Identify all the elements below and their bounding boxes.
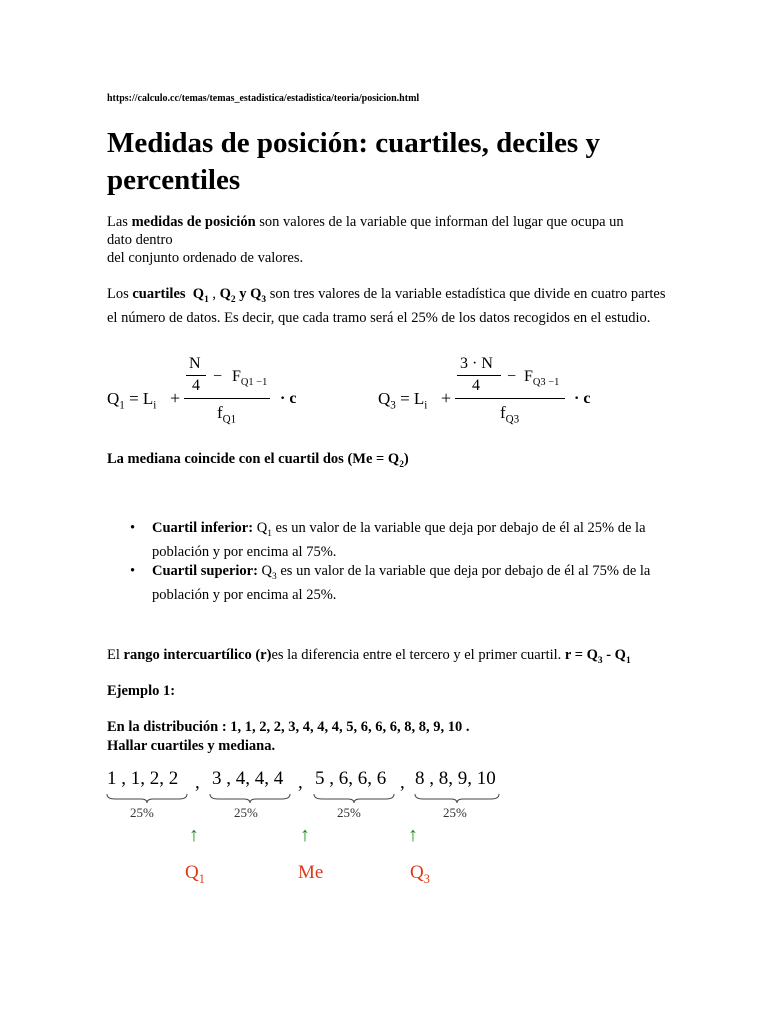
intro-pre: Las: [107, 214, 132, 230]
label-q1: $Q_1$: [185, 862, 205, 886]
bullet-cuartil-superior: • Cuartil superior: $Q_3$ es un valor de la variable que deja por debajo de él al 75% de la población y por encima al 25%.: [130, 562, 670, 604]
formula-q1-main-line: [184, 398, 270, 399]
arrow-up-icon: ↑: [300, 824, 310, 846]
percent-3: 25%: [337, 805, 361, 820]
intro-line2: dato dentro: [107, 232, 173, 248]
intro-line3: del conjunto ordenado de valores.: [107, 250, 304, 266]
separator-3: ,: [400, 772, 405, 793]
formula-q3-num-top: 3 · N: [460, 355, 493, 372]
mediana-statement: La mediana coincide con el cuartil dos $(Me = Q_2)$: [107, 451, 409, 470]
formula-q1-plus: +: [170, 388, 181, 408]
ejemplo-heading: Ejemplo 1:: [107, 683, 176, 699]
cuartiles-paragraph: Los cuartiles $Q_1$ , $Q_2$ y $Q_3$ son tres valores de la variable estadística que divide en cuatro partes el número de datos. Es decir, que cada tramo será el 25% de los datos recogidos en el estudio.: [107, 286, 666, 326]
formula-q1-lhs: $Q_1 = L_i$: [107, 389, 157, 412]
formula-q3-times: · c: [574, 390, 591, 407]
formula-q3-lhs: $Q_3 = L_i$: [378, 389, 428, 412]
group-4: 8 , 8, 9, 10: [415, 768, 496, 789]
brace-1: [105, 792, 189, 804]
percent-1: 25%: [130, 805, 154, 820]
brace-4: [413, 792, 501, 804]
group-2: 3 , 4, 4, 4: [212, 768, 284, 789]
q1-symbol: $Q_1$: [192, 286, 209, 305]
formula-q3-minus: −: [507, 368, 517, 385]
intro-paragraph: [107, 213, 667, 267]
formula-q1-den: $f_{Q1}$: [217, 403, 237, 426]
page-title: Medidas de posición: cuartiles, deciles y percentiles: [107, 127, 600, 196]
label-me: Me: [298, 862, 324, 883]
formula-q1-minus: −: [213, 368, 223, 385]
formula-q3-num-bottom: 4: [472, 377, 480, 394]
formula-q1-num-top: N: [189, 355, 201, 372]
cuartil-bullet-list: [130, 519, 670, 605]
group-1: 1 , 1, 2, 2: [107, 768, 179, 789]
intro-post: son valores de la variable que informan del lugar que ocupa un: [255, 214, 624, 230]
formula-q1-num-bottom: 4: [192, 377, 200, 394]
brace-2: [208, 792, 292, 804]
q2-symbol: $Q_2$: [219, 286, 236, 305]
rango-intercuartilico: El rango intercuartílico (r)es la diferencia entre el tercero y el primer cuartil. $r = Q_3 - Q_1$: [107, 647, 631, 666]
arrow-up-icon: ↑: [408, 824, 418, 846]
intro-bold: medidas de posición: [131, 214, 256, 230]
group-3: 5 , 6, 6, 6: [315, 768, 387, 789]
formula-q1-inner-line: [186, 375, 206, 376]
label-q3: $Q_3$: [410, 862, 430, 886]
bullet-cuartil-inferior: • Cuartil inferior: $Q_1$ es un valor de la variable que deja por debajo de él al 25% de la población y por encima al 75%.: [130, 519, 670, 561]
cuartiles-pre: Los: [107, 286, 133, 302]
q3-symbol: $Q_3$: [250, 286, 267, 305]
formula-q1: [107, 355, 337, 435]
formula-q3: [378, 355, 618, 435]
formula-q3-F: $F_{Q3 -1}$: [524, 368, 560, 389]
formula-q1-times: · c: [280, 390, 297, 407]
formula-q3-plus: +: [441, 388, 452, 408]
formula-q1-F: $F_{Q1 -1}$: [232, 368, 268, 389]
formula-q3-den: $f_{Q3}$: [500, 403, 520, 426]
separator-1: ,: [195, 772, 200, 793]
cuartiles-bold: cuartiles: [132, 286, 186, 302]
formula-q3-inner-line: [457, 375, 501, 376]
source-url[interactable]: https://calculo.cc/temas/temas_estadistica/estadistica/teoria/posicion.html: [107, 93, 420, 104]
cuartiles-post: son tres valores de la variable estadística que divide en cuatro partes el número de datos. Es decir, que cada tramo será el 25% de los datos recogidos en el estudio.: [107, 286, 666, 326]
percent-2: 25%: [234, 805, 258, 820]
formula-q3-main-line: [455, 398, 565, 399]
separator-2: ,: [298, 772, 303, 793]
brace-3: [312, 792, 396, 804]
y-word: y: [239, 286, 247, 302]
distribucion-statement: En la distribución : 1, 1, 2, 2, 3, 4, 4, 4, 5, 6, 6, 6, 8, 8, 9, 10 . Hallar cuartiles y mediana.: [107, 719, 470, 754]
arrow-up-icon: ↑: [189, 824, 199, 846]
percent-4: 25%: [443, 805, 467, 820]
